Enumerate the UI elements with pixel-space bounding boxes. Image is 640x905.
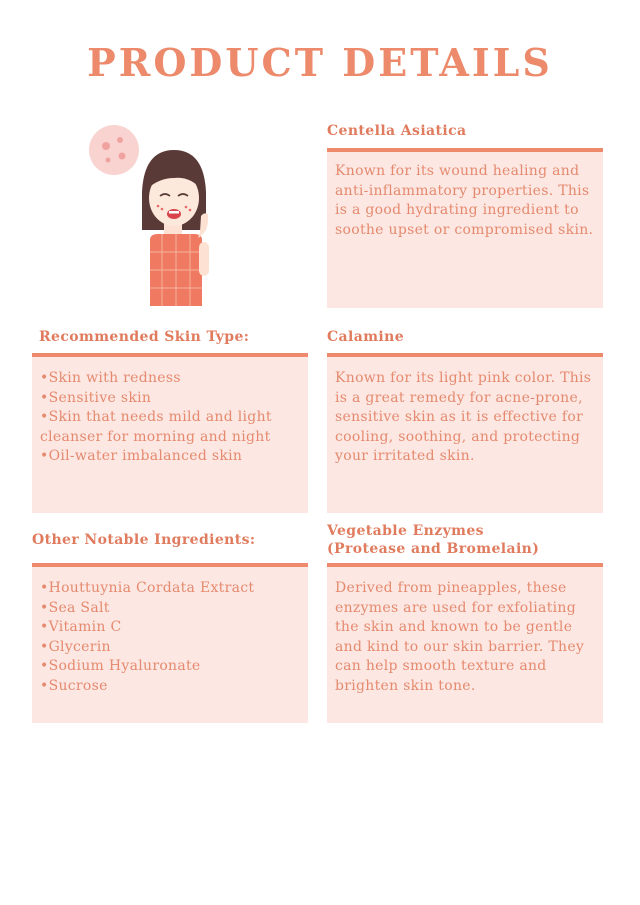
list-item: • Sea Salt	[40, 599, 300, 619]
other-ingredients-list	[40, 579, 300, 696]
enzymes-text: Derived from pineapples, these enzymes are used for exfoliating the skin and known to be gentle and kind to our skin barrier. They can help smooth texture and brighten skin tone.	[335, 580, 585, 694]
other-ingredients-heading: Other Notable Ingredients:	[32, 532, 256, 548]
list-item: • Oil-water imbalanced skin	[40, 447, 300, 467]
other-ingredients-card	[32, 563, 308, 723]
list-item: • Sodium Hyaluronate	[40, 657, 300, 677]
centella-card	[327, 148, 603, 308]
calamine-heading: Calamine	[327, 329, 405, 345]
enzymes-card	[327, 563, 603, 723]
skin-type-heading: Recommended Skin Type:	[39, 329, 250, 345]
centella-text: Known for its wound healing and anti-inflammatory properties. This is a good hydrating ingredient to soothe upset or compromised skin.	[335, 163, 594, 238]
list-item: • Skin that needs mild and light cleanser for morning and night	[40, 408, 300, 447]
girl-with-acne-illustration	[86, 120, 216, 310]
list-item: • Vitamin C	[40, 618, 300, 638]
list-item: • Glycerin	[40, 638, 300, 658]
page-title: PRODUCT DETAILS	[87, 40, 553, 85]
centella-heading: Centella Asiatica	[327, 123, 467, 139]
list-item: • Houttuynia Cordata Extract	[40, 579, 300, 599]
list-item: • Sucrose	[40, 677, 300, 697]
list-item: • Sensitive skin	[40, 389, 300, 409]
list-item: • Skin with redness	[40, 369, 300, 389]
enzymes-heading-line2: (Protease and Bromelain)	[327, 541, 540, 557]
skin-type-card	[32, 353, 308, 513]
enzymes-heading	[327, 522, 539, 558]
enzymes-heading-line1: Vegetable Enzymes	[327, 523, 484, 539]
calamine-text: Known for its light pink color. This is a great remedy for acne-prone, sensitive skin as it is effective for cooling, soothing, and protecting your irritated skin.	[335, 370, 592, 464]
skin-type-list	[40, 369, 300, 467]
calamine-card	[327, 353, 603, 513]
